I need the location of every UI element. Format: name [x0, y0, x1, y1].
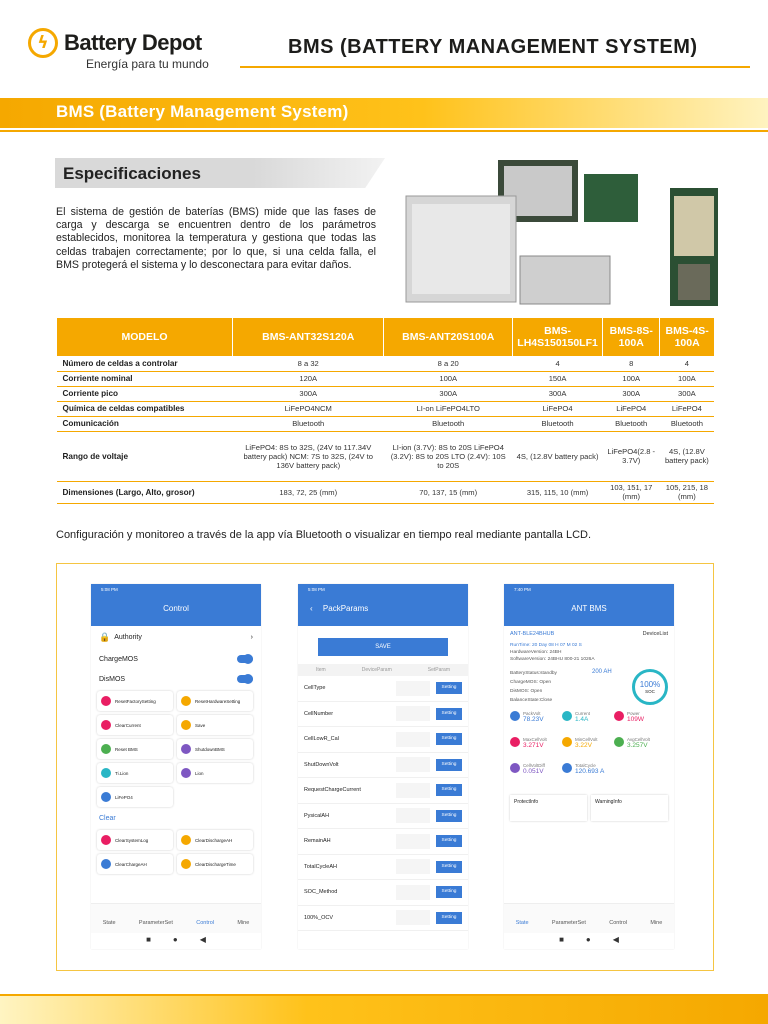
metric-icon	[510, 711, 520, 721]
header-cell: BMS-4S-100A	[660, 318, 714, 356]
metric-value: 0.051V	[523, 768, 544, 775]
metric-icon	[510, 737, 520, 747]
button-icon	[101, 792, 111, 802]
nav-state[interactable]: State	[515, 920, 529, 926]
table-cell: LiFePO4: 8S to 32S, (24V to 117.34V battery pack) NCM: 7S to 32S, (24V to 136V battery pack)	[233, 431, 384, 481]
warning-info: WarningInfo	[591, 795, 668, 821]
button-icon	[101, 859, 111, 869]
metric-value: 109W	[627, 716, 644, 723]
table-cell: 120A	[233, 371, 384, 386]
button-icon	[181, 835, 191, 845]
nav-parameterset[interactable]: ParameterSet	[551, 920, 586, 926]
button-icon	[181, 859, 191, 869]
device-name: ANT-BLE24BHUB	[510, 631, 555, 637]
table-cell: Bluetooth	[603, 416, 660, 431]
table-cell: 100A	[603, 371, 660, 386]
setting-button[interactable]: Setting	[436, 784, 462, 796]
status-lines	[510, 669, 592, 705]
row-label: Corriente pico	[57, 386, 233, 401]
status-line: BalanceState:Close	[510, 698, 553, 703]
lightning-icon: ϟ	[28, 28, 58, 58]
param-input[interactable]	[396, 885, 430, 900]
param-label: RemainAH	[304, 838, 331, 845]
status-bar: 5:08 PM	[91, 584, 261, 596]
table-cell: Bluetooth	[660, 416, 714, 431]
nav-mine[interactable]: Mine	[650, 920, 663, 926]
soc-gauge	[632, 669, 668, 705]
table-cell: 4	[512, 356, 602, 371]
button-label: ShutdownBMS	[195, 746, 225, 752]
button-icon	[181, 768, 191, 778]
table-cell: 8 a 32	[233, 356, 384, 371]
page-footer-band	[0, 996, 768, 1024]
bottom-nav	[91, 903, 261, 933]
table-cell: LI-on LiFePO4LTO	[384, 401, 513, 416]
table-cell: 183, 72, 25 (mm)	[233, 481, 384, 503]
control-button[interactable]	[177, 691, 253, 711]
dismos-label: DisMOS	[99, 675, 126, 683]
button-icon	[101, 768, 111, 778]
status-line: BatteryStatus:standby	[510, 671, 557, 676]
chevron-right-icon: ›	[250, 634, 253, 641]
param-row	[298, 753, 468, 779]
setting-button[interactable]: Setting	[436, 810, 462, 822]
button-label: ClearDischargeAH	[195, 837, 233, 843]
save-button[interactable]: SAVE	[318, 638, 448, 656]
param-row	[298, 906, 468, 932]
button-icon	[181, 720, 191, 730]
metrics-grid	[504, 707, 674, 789]
param-tabs	[298, 664, 468, 676]
button-icon	[181, 696, 191, 706]
metric-cell	[562, 711, 610, 733]
control-button[interactable]	[97, 691, 173, 711]
chargemos-toggle[interactable]	[237, 655, 253, 663]
header-divider	[240, 66, 750, 68]
param-label: RequestChargeCurrent	[304, 787, 361, 794]
tab-item[interactable]: Item	[316, 667, 326, 673]
clear-buttons	[91, 828, 261, 876]
param-label: 100%_OCV	[304, 914, 334, 921]
clear-section	[91, 809, 261, 828]
control-button[interactable]	[177, 739, 253, 759]
devicelist-link[interactable]: DeviceList	[642, 631, 668, 637]
bottom-nav	[504, 903, 674, 933]
table-cell: Bluetooth	[512, 416, 602, 431]
clear-button[interactable]	[177, 854, 253, 874]
table-row	[57, 386, 715, 401]
row-label: Dimensiones (Largo, Alto, grosor)	[57, 481, 233, 503]
status-line: DisMOS: Open	[510, 689, 543, 694]
table-cell: 100A	[384, 371, 513, 386]
metric-cell	[510, 711, 558, 733]
specs-table	[56, 318, 714, 504]
setting-button[interactable]: Setting	[436, 835, 462, 847]
metric-name: MaxCellVolt	[523, 737, 547, 742]
button-label: ClearCurrent	[115, 722, 141, 728]
param-row	[298, 855, 468, 881]
metric-value: 78.23V	[523, 716, 544, 723]
table-cell: Bluetooth	[233, 416, 384, 431]
phone-control-screen	[91, 584, 261, 949]
button-icon	[101, 696, 111, 706]
table-cell: 315, 115, 10 (mm)	[512, 481, 602, 503]
dismos-row	[91, 669, 261, 689]
table-cell: 300A	[660, 386, 714, 401]
screen-title: Control	[91, 596, 261, 626]
control-button[interactable]	[177, 763, 253, 783]
setting-button[interactable]: Setting	[436, 861, 462, 873]
metric-value: 1.4A	[575, 716, 589, 723]
status-bar: 7:40 PM	[504, 584, 674, 596]
metric-name: Current	[575, 711, 591, 716]
param-label: CellType	[304, 685, 326, 692]
setting-button[interactable]: Setting	[436, 708, 462, 720]
status-line: ChargeMOS: Open	[510, 680, 552, 685]
param-input[interactable]	[396, 681, 430, 696]
page-title: BMS (BATTERY MANAGEMENT SYSTEM)	[288, 36, 698, 58]
table-cell: LiFePO4	[660, 401, 714, 416]
table-cell: 105, 215, 18 (mm)	[660, 481, 714, 503]
table-row	[57, 371, 715, 386]
param-input[interactable]	[396, 732, 430, 747]
brand-slogan: Energía para tu mundo	[86, 57, 209, 71]
metric-name: AvgCellVolt	[627, 737, 650, 742]
table-cell: LI-ion (3.7V): 8S to 20S LiFePO4 (3.2V): 8S to 20S LTO (2.4V): 10S to 20S	[384, 431, 513, 481]
table-cell: 8 a 20	[384, 356, 513, 371]
param-row	[298, 727, 468, 753]
metric-cell	[510, 737, 558, 759]
button-icon	[101, 744, 111, 754]
metric-icon	[562, 763, 572, 773]
table-cell: LiFePO4NCM	[233, 401, 384, 416]
row-label: Rango de voltaje	[57, 431, 233, 481]
phone-packparams-screen	[298, 584, 468, 949]
authority-row[interactable]	[91, 626, 261, 649]
control-button[interactable]	[97, 787, 173, 807]
metric-icon	[510, 763, 520, 773]
banner-title: BMS (Battery Management System)	[56, 102, 349, 121]
table-cell: 300A	[384, 386, 513, 401]
header-cell: BMS-ANT32S120A	[233, 318, 384, 356]
table-cell: LiFePO4(2.8 - 3.7V)	[603, 431, 660, 481]
software-version: SoftwareVersion: 24BHU 800-21 1026A	[510, 657, 595, 662]
metric-cell	[562, 737, 610, 759]
table-cell: 103, 151, 17 (mm)	[603, 481, 660, 503]
tab-setparam[interactable]: SetParam	[427, 667, 450, 673]
param-label: PysicalAH	[304, 812, 330, 819]
table-cell: 8	[603, 356, 660, 371]
param-label: SOC_Method	[304, 889, 338, 896]
metric-value: 3.257V	[627, 742, 648, 749]
authority-label: Authority	[114, 634, 142, 641]
param-label: CellLowR_Cal	[304, 736, 339, 743]
bms-product-photo	[402, 160, 722, 310]
row-label: Corriente nominal	[57, 371, 233, 386]
info-panels	[504, 789, 674, 827]
param-input[interactable]	[396, 834, 430, 849]
table-cell: 150A	[512, 371, 602, 386]
metric-cell	[614, 711, 662, 733]
control-button[interactable]	[177, 715, 253, 735]
param-list	[298, 676, 468, 931]
button-label: ResetHardwareSetting	[195, 698, 241, 704]
param-input[interactable]	[396, 706, 430, 721]
metric-value: 3.22V	[575, 742, 592, 749]
nav-parameterset[interactable]: ParameterSet	[138, 920, 173, 926]
banner-divider	[0, 130, 768, 132]
table-row	[57, 431, 715, 481]
metric-value: 3.271V	[523, 742, 544, 749]
button-label: ClearSystemLog	[115, 837, 149, 843]
button-label: Save	[195, 722, 206, 728]
header-cell: BMS-8S-100A	[603, 318, 660, 356]
table-cell: LiFePO4	[603, 401, 660, 416]
header-cell: MODELO	[57, 318, 233, 356]
row-label: Comunicación	[57, 416, 233, 431]
metric-name: CellVoltDiff	[523, 763, 545, 768]
button-label: Ti.Lion	[115, 770, 129, 776]
table-cell: 70, 137, 15 (mm)	[384, 481, 513, 503]
table-row	[57, 401, 715, 416]
hardware-version: HardwareVersion: 24BH	[510, 650, 562, 655]
config-text: Configuración y monitoreo a través de la app vía Bluetooth o visualizar en tiempo real mediante pantalla LCD.	[56, 529, 592, 541]
specs-intro: El sistema de gestión de baterías (BMS) mide que las fases de carga y descarga se encuentren dentro de los parámetros establecidos, monitorea la temperatura y gestiona que todas las celdas trabajen correctamente; por lo que, si una celda falla, el BMS protegerá el sistema y lo desconectara para evitar daños.	[56, 206, 376, 271]
button-label: LiFePO4	[115, 794, 133, 800]
header-cell: BMS-LH4S150150LF1	[512, 318, 602, 356]
control-button[interactable]	[97, 739, 173, 759]
button-label: Reset BMS	[115, 746, 138, 752]
param-row	[298, 829, 468, 855]
table-cell: 300A	[603, 386, 660, 401]
nav-mine[interactable]: Mine	[237, 920, 250, 926]
param-label: CellNumber	[304, 710, 334, 717]
metric-name: TotalCycle	[575, 763, 596, 768]
soc-label: SOC	[645, 689, 655, 694]
param-input[interactable]	[396, 757, 430, 772]
param-row	[298, 676, 468, 702]
table-cell: 300A	[512, 386, 602, 401]
metric-cell	[510, 763, 558, 785]
metric-cell	[562, 763, 610, 785]
table-row	[57, 416, 715, 431]
table-cell: 4S, (12.8V battery pack)	[660, 431, 714, 481]
button-label: ClearDischargeTime	[195, 861, 236, 867]
system-nav-bar: ■●◀	[504, 933, 674, 949]
param-input[interactable]	[396, 808, 430, 823]
param-input[interactable]	[396, 859, 430, 874]
table-cell: 100A	[660, 371, 714, 386]
clear-button[interactable]	[177, 830, 253, 850]
table-row	[57, 481, 715, 503]
brand-logo	[28, 28, 202, 58]
setting-button[interactable]: Setting	[436, 682, 462, 694]
soc-value: 100%	[639, 680, 661, 689]
phone-antbms-screen	[504, 584, 674, 949]
lock-icon: 🔒	[99, 632, 111, 642]
param-row	[298, 804, 468, 830]
metric-name: MinCellVolt	[575, 737, 598, 742]
table-header-row	[57, 318, 715, 356]
clear-button[interactable]	[97, 830, 173, 850]
runtime: RunTime: 20 Day 08 H 07 M 02 S	[510, 643, 582, 648]
control-buttons	[91, 689, 261, 809]
dismos-toggle[interactable]	[237, 675, 253, 683]
metric-value: 120.693 A	[575, 768, 605, 775]
tab-deviceparam[interactable]: DeviceParam	[361, 667, 392, 673]
metric-icon	[614, 737, 624, 747]
nav-state[interactable]: State	[102, 920, 116, 926]
button-label: ResetFactorySetting	[115, 698, 156, 704]
capacity-value: 200 AH	[592, 669, 612, 675]
clear-button[interactable]	[97, 854, 173, 874]
setting-button[interactable]: Setting	[436, 886, 462, 898]
param-row	[298, 702, 468, 728]
screen-title: ANT BMS	[504, 596, 674, 626]
metric-cell	[614, 737, 662, 759]
system-nav-bar: ■●◀	[91, 933, 261, 949]
metric-name: Power	[627, 711, 640, 716]
table-cell: Bluetooth	[384, 416, 513, 431]
nav-control[interactable]: Control	[609, 920, 627, 926]
screen-title-text: PackParams	[322, 604, 369, 613]
button-label: ClearChargeAH	[115, 861, 147, 867]
status-block	[504, 663, 674, 707]
specs-heading: Especificaciones	[63, 164, 201, 183]
table-cell: 4S, (12.8V battery pack)	[512, 431, 602, 481]
control-button[interactable]	[97, 763, 173, 783]
back-icon[interactable]: ‹	[310, 604, 313, 613]
chargemos-row	[91, 649, 261, 669]
clear-label: Clear	[99, 815, 116, 822]
param-label: TotalCycleAH	[304, 863, 338, 870]
status-bar: 5:08 PM	[298, 584, 468, 596]
param-input[interactable]	[396, 910, 430, 925]
protect-info: ProtectInfo	[510, 795, 587, 821]
table-cell: 4	[660, 356, 714, 371]
row-label: Química de celdas compatibles	[57, 401, 233, 416]
brand-name: Battery Depot	[64, 30, 202, 55]
button-icon	[181, 744, 191, 754]
metric-icon	[562, 737, 572, 747]
param-row	[298, 778, 468, 804]
setting-button[interactable]: Setting	[436, 759, 462, 771]
row-label: Número de celdas a controlar	[57, 356, 233, 371]
table-row	[57, 356, 715, 371]
control-button[interactable]	[97, 715, 173, 735]
screen-title	[298, 596, 468, 626]
metric-icon	[614, 711, 624, 721]
nav-control[interactable]: Control	[196, 920, 214, 926]
param-row	[298, 880, 468, 906]
setting-button[interactable]: Setting	[436, 733, 462, 745]
metric-name: PackVolt	[523, 711, 541, 716]
button-label: Lion	[195, 770, 204, 776]
param-label: ShutDownVolt	[304, 761, 339, 768]
button-icon	[101, 835, 111, 845]
chargemos-label: ChargeMOS	[99, 655, 138, 663]
table-cell: 300A	[233, 386, 384, 401]
param-input[interactable]	[396, 783, 430, 798]
table-cell: LiFePO4	[512, 401, 602, 416]
setting-button[interactable]: Setting	[436, 912, 462, 924]
metric-icon	[562, 711, 572, 721]
button-icon	[101, 720, 111, 730]
device-row	[504, 626, 674, 642]
page-header	[0, 0, 768, 84]
header-cell: BMS-ANT20S100A	[384, 318, 513, 356]
